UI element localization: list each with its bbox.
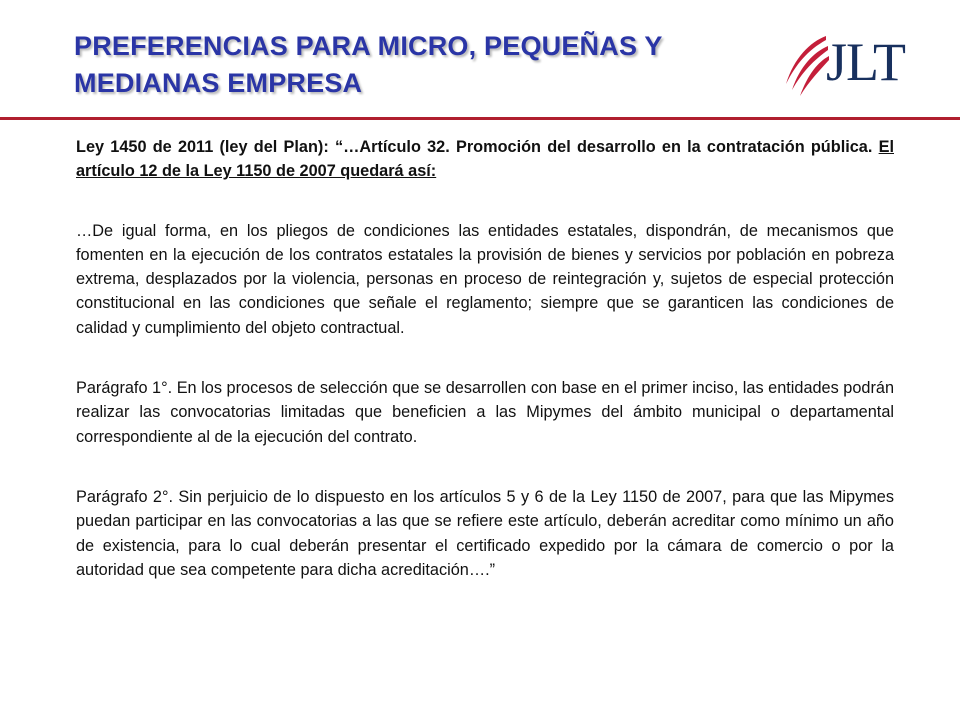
paragraph-3: Parágrafo 2°. Sin perjuicio de lo dispuesto en los artículos 5 y 6 de la Ley 1150 de 2007, para que las Mipymes puedan participar en las convocatorias a las que se refiere este artículo, deberán acreditar como mínimo un año de existencia, para lo cual deberán presentar el certificado expedido por la cámara de comercio o por la autoridad que sea competente para dicha acreditación….” bbox=[76, 487, 894, 579]
paragraph-2: Parágrafo 1°. En los procesos de selección que se desarrollen con base en el primer inciso, las entidades podrán realizar las convocatorias limitadas que beneficien a las Mipymes del ámbito municipal o departamental correspondiente al de la ejecución del contrato. bbox=[76, 379, 894, 446]
header-divider bbox=[0, 117, 960, 120]
intro-lead: Ley 1450 de 2011 (ley del Plan): “…Artículo 32. Promoción del desarrollo en la contratación pública. bbox=[76, 138, 879, 156]
logo-wordmark: JLT bbox=[826, 32, 906, 92]
body-text bbox=[76, 135, 894, 582]
jlt-logo bbox=[782, 30, 922, 98]
intro-underlined: El artículo 12 de la Ley 1150 de 2007 quedará así: bbox=[76, 138, 894, 181]
intro-paragraph bbox=[76, 135, 894, 184]
sail-swoosh-icon bbox=[782, 34, 832, 98]
paragraph-1: …De igual forma, en los pliegos de condiciones las entidades estatales, dispondrán, de mecanismos que fomenten en la ejecución de los contratos estatales la provisión de bienes y servicios por población en pobreza extrema, desplazados por la violencia, personas en proceso de reintegración y, sujetos de especial protección constitucional en las condiciones que señale el reglamento; siempre que se garanticen las condiciones de calidad y cumplimiento del objeto contractual. bbox=[76, 221, 894, 337]
slide-title: PREFERENCIAS PARA MICRO, PEQUEÑAS Y MEDIANAS EMPRESA bbox=[74, 31, 663, 98]
